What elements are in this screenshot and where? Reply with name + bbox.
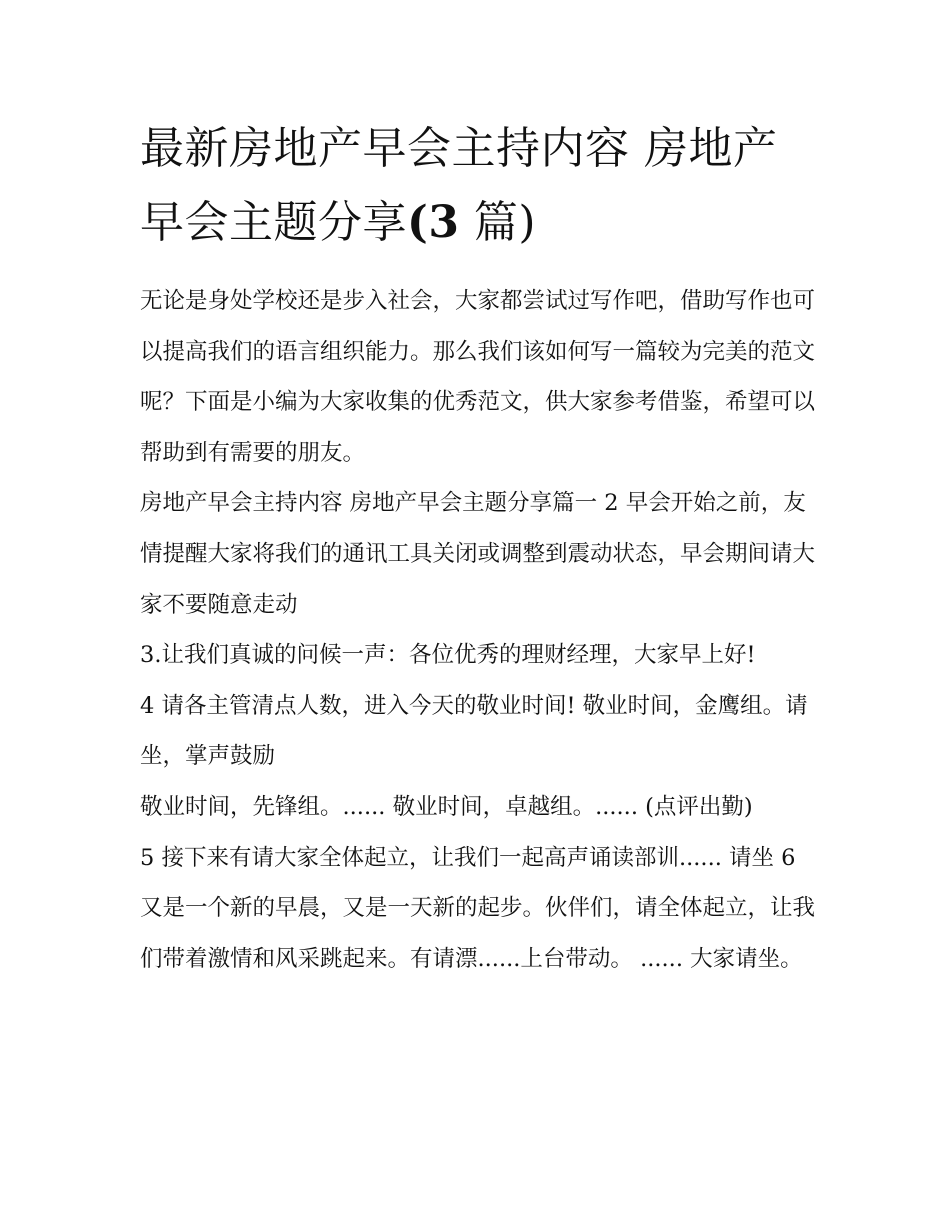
document-title (140, 112, 820, 260)
title-text: 最新房地产早会主持内容 房地产早会主题分享 (140, 123, 778, 248)
paragraph-groups: 敬业时间，先锋组。...... 敬业时间，卓越组。...... (点评出勤) (140, 793, 753, 820)
paragraph-motto: 5 接下来有请大家全体起立，让我们一起高声诵读部训...... 请坐 6 (140, 844, 796, 871)
paragraph-intro: 无论是身处学校还是步入社会，大家都尝试过写作吧，借助写作也可以提高我们的语言组织能力。那么我们该如何写一篇较为完美的范文呢？下面是小编为大家收集的优秀范文，供大家参考借鉴，希望可以帮助到有需要的朋友。 (140, 288, 816, 466)
paragraph-opening: 房地产早会主持内容 房地产早会主题分享篇一 2 早会开始之前，友情提醒大家将我们的通讯工具关闭或调整到震动状态，早会期间请大家不要随意走动 (140, 490, 816, 618)
title-count: (3 (407, 197, 460, 248)
title-suffix: 篇) (459, 197, 537, 248)
paragraph-dance: 又是一个新的早晨，又是一天新的起步。伙伴们，请全体起立，让我们带着激情和风采跳起来。有请漂......上台带动。 ...... 大家请坐。 (140, 895, 816, 972)
paragraph-greeting: 3.让我们真诚的问候一声：各位优秀的理财经理，大家早上好! (140, 642, 756, 669)
paragraph-attendance: 4 请各主管清点人数，进入今天的敬业时间! 敬业时间，金鹰组。请坐，掌声鼓励 (140, 692, 808, 770)
document-body (140, 276, 820, 984)
